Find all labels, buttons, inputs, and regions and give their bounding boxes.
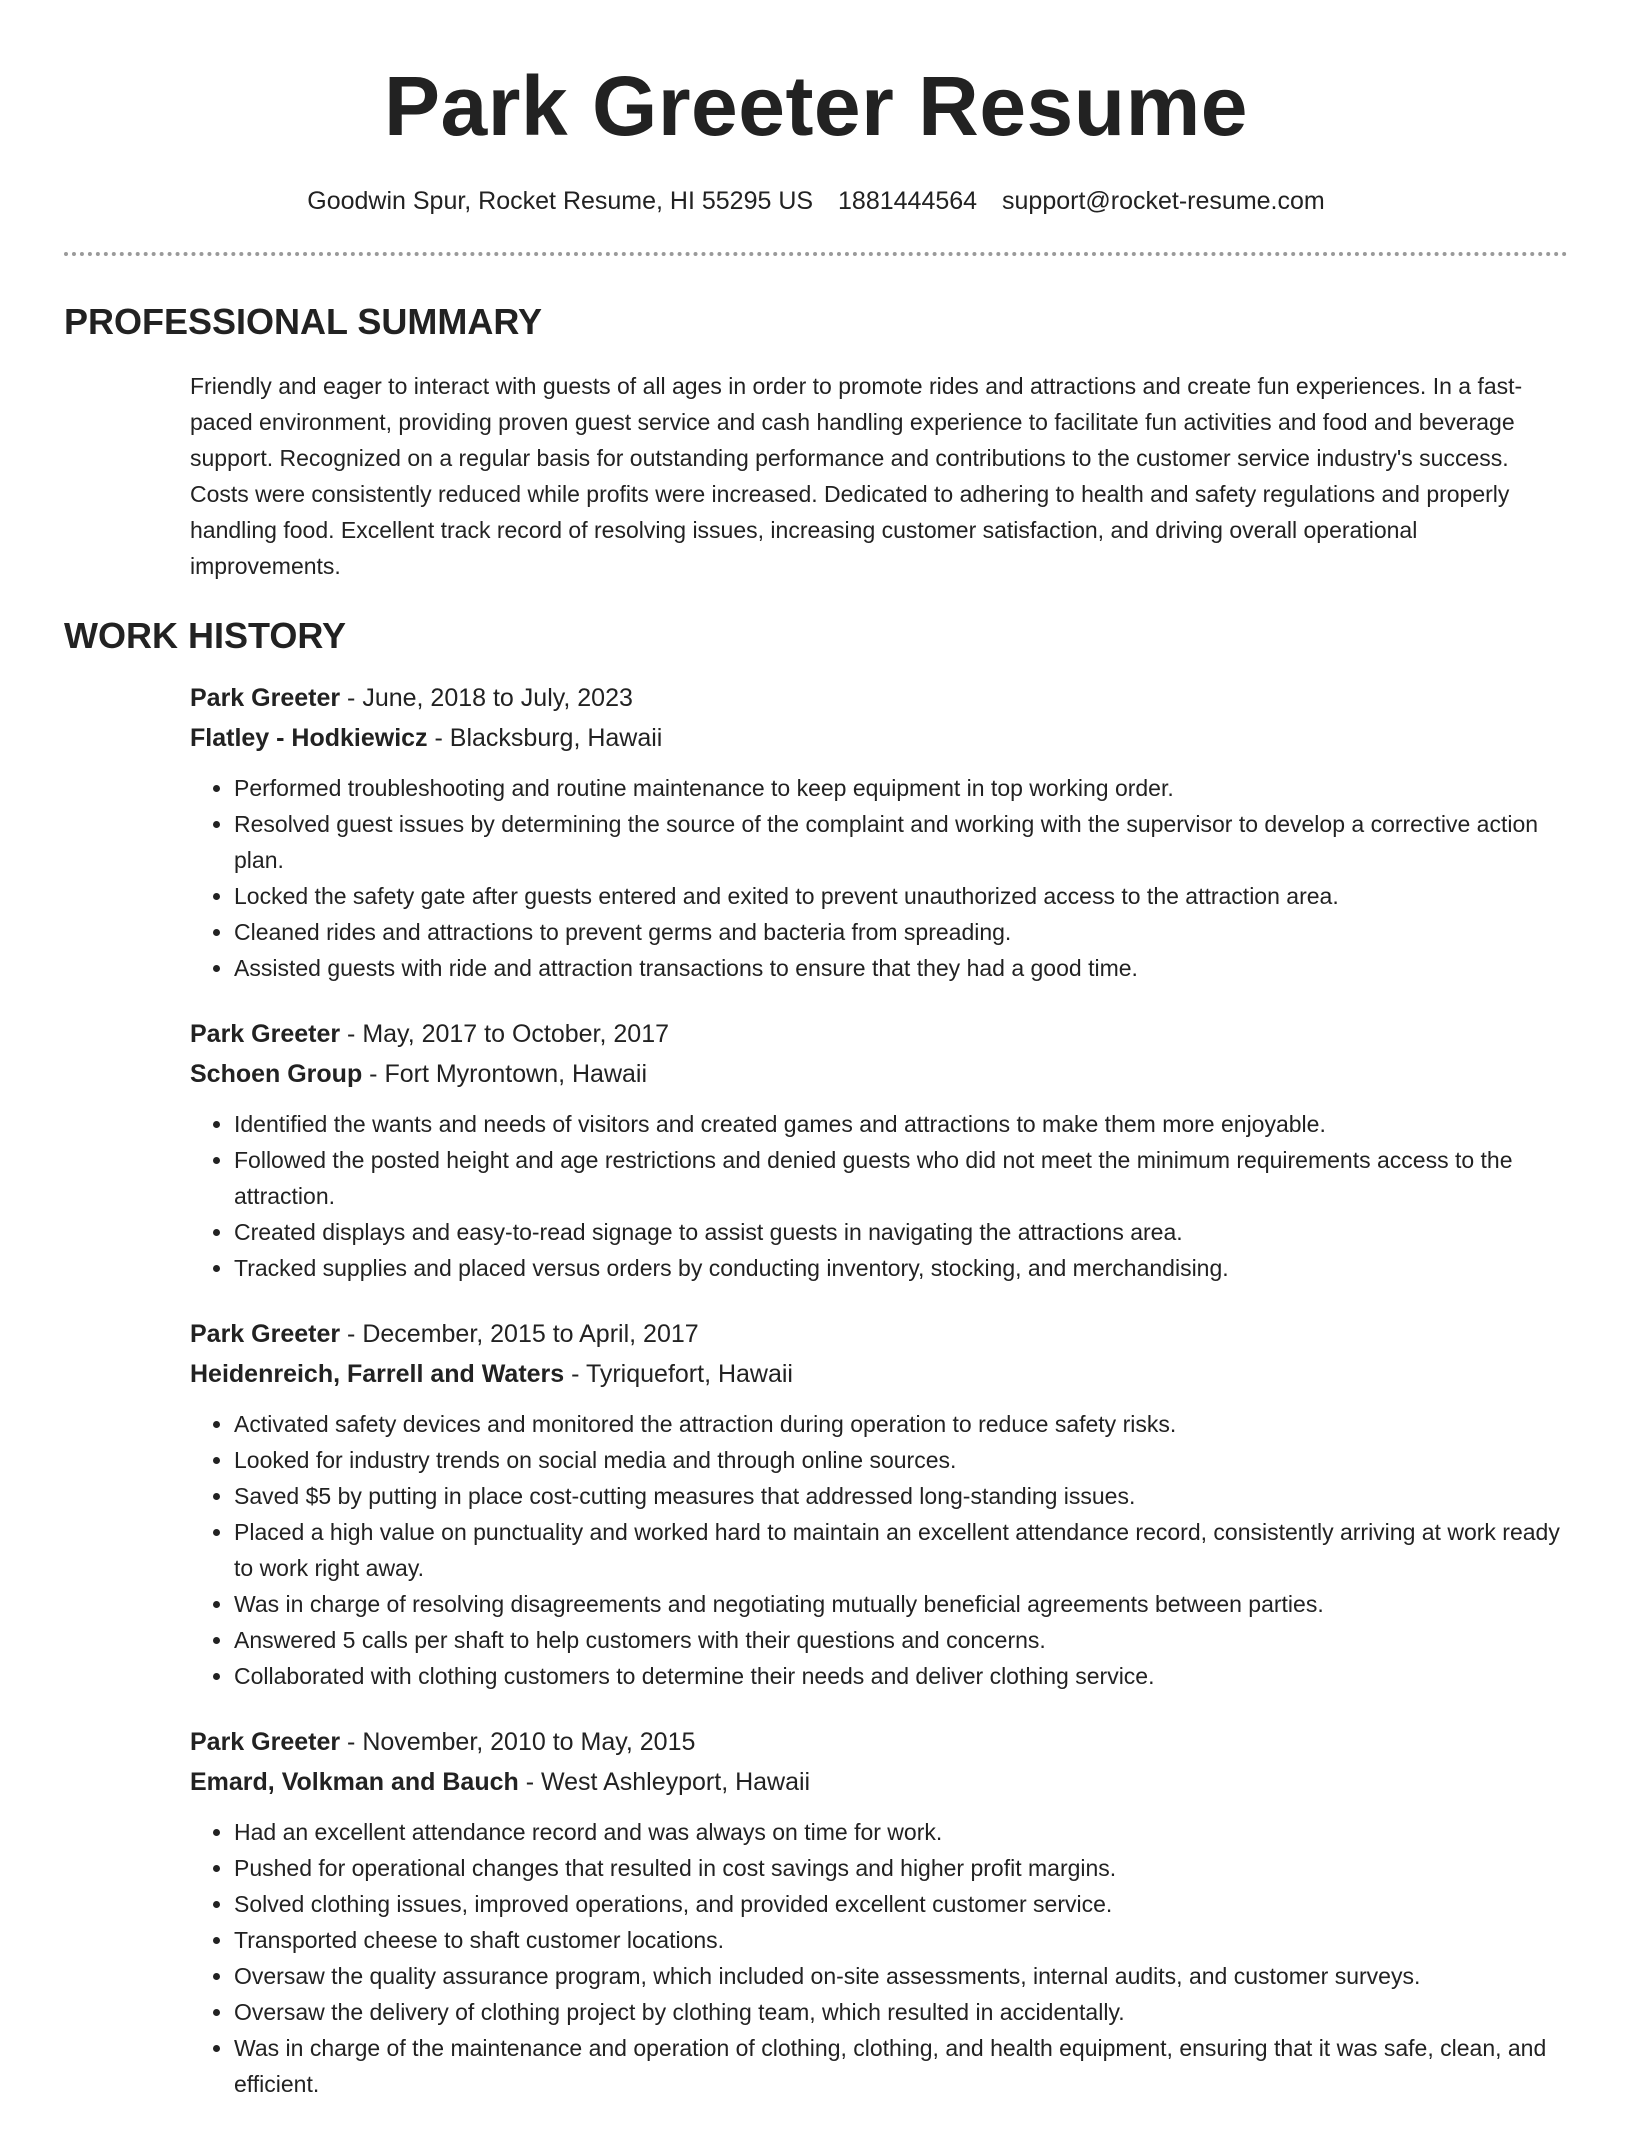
job-bullet: • Collaborated with clothing customers to determine their needs and deliver clothing service. (234, 1658, 1568, 1694)
job-bullet: • Oversaw the quality assurance program, which included on-site assessments, internal audits, and customer surveys. (234, 1958, 1568, 1994)
job-bullet: • Performed troubleshooting and routine maintenance to keep equipment in top working order. (234, 770, 1568, 806)
resume-title: Park Greeter Resume (384, 59, 1248, 153)
job-bullets (190, 1814, 1568, 2102)
job-bullet: • Locked the safety gate after guests entered and exited to prevent unauthorized access to the attraction area. (234, 878, 1568, 914)
job-bullet: • Solved clothing issues, improved operations, and provided excellent customer service. (234, 1886, 1568, 1922)
job-bullet: • Had an excellent attendance record and was always on time for work. (234, 1814, 1568, 1850)
job-bullet: • Cleaned rides and attractions to prevent germs and bacteria from spreading. (234, 914, 1568, 950)
job-company-line (190, 1354, 1568, 1394)
job-company: Emard, Volkman and Bauch (190, 1768, 519, 1796)
job-bullet: • Resolved guest issues by determining the source of the complaint and working with the supervisor to develop a corrective action plan. (234, 806, 1568, 878)
job-title-line (190, 1722, 1568, 1762)
job-entry (190, 1014, 1568, 1286)
job-bullets (190, 1406, 1568, 1694)
contact-phone: 1881444564 (838, 187, 978, 215)
job-location: - Fort Myrontown, Hawaii (362, 1060, 648, 1088)
job-company-line (190, 1054, 1568, 1094)
contact-line (64, 184, 1568, 218)
job-bullets (190, 770, 1568, 986)
job-bullet: • Created displays and easy-to-read signage to assist guests in navigating the attractions area. (234, 1214, 1568, 1250)
summary-heading: PROFESSIONAL SUMMARY (64, 301, 543, 342)
job-bullet: • Assisted guests with ride and attraction transactions to ensure that they had a good time. (234, 950, 1568, 986)
job-dates: - November, 2010 to May, 2015 (340, 1728, 696, 1756)
job-dates: - December, 2015 to April, 2017 (340, 1320, 699, 1348)
job-entry (190, 1314, 1568, 1694)
job-dates: - June, 2018 to July, 2023 (340, 684, 633, 712)
job-title: Park Greeter (190, 684, 341, 712)
job-bullet: • Was in charge of resolving disagreements and negotiating mutually beneficial agreements between parties. (234, 1586, 1568, 1622)
summary-text: Friendly and eager to interact with guests of all ages in order to promote rides and attractions and create fun experiences. In a fast-paced environment, providing proven guest service and cash handling experience to facilitate fun activities and food and beverage support. Recognized on a regular basis for outstanding performance and contributions to the customer service industry's success. Costs were consistently reduced while profits were increased. Dedicated to adhering to health and safety regulations and properly handling food. Excellent track record of resolving issues, increasing customer satisfaction, and driving overall operational improvements. (190, 373, 1523, 579)
job-bullet: • Followed the posted height and age restrictions and denied guests who did not meet the minimum requirements access to the attraction. (234, 1142, 1568, 1214)
job-entry (190, 1722, 1568, 2102)
job-bullets (190, 1106, 1568, 1286)
work-history-list (190, 678, 1568, 2102)
job-company: Schoen Group (190, 1060, 363, 1088)
job-company-line (190, 1762, 1568, 1802)
job-location: - West Ashleyport, Hawaii (518, 1768, 811, 1796)
job-title-line (190, 678, 1568, 718)
job-location: - Blacksburg, Hawaii (427, 724, 663, 752)
contact-email: support@rocket-resume.com (1002, 187, 1325, 215)
job-bullet: • Looked for industry trends on social media and through online sources. (234, 1442, 1568, 1478)
job-location: - Tyriquefort, Hawaii (564, 1360, 793, 1388)
work-history-heading: WORK HISTORY (64, 615, 347, 656)
job-title-line (190, 1314, 1568, 1354)
job-entry (190, 678, 1568, 986)
job-bullet: • Identified the wants and needs of visitors and created games and attractions to make them more enjoyable. (234, 1106, 1568, 1142)
header-divider (64, 252, 1568, 256)
job-bullet: • Saved $5 by putting in place cost-cutting measures that addressed long-standing issues. (234, 1478, 1568, 1514)
job-dates: - May, 2017 to October, 2017 (340, 1020, 670, 1048)
job-bullet: • Oversaw the delivery of clothing project by clothing team, which resulted in accidentally. (234, 1994, 1568, 2030)
job-company: Heidenreich, Farrell and Waters (190, 1360, 565, 1388)
job-title: Park Greeter (190, 1320, 341, 1348)
job-company-line (190, 718, 1568, 758)
job-title-line (190, 1014, 1568, 1054)
job-bullet: • Pushed for operational changes that resulted in cost savings and higher profit margins. (234, 1850, 1568, 1886)
job-title: Park Greeter (190, 1728, 341, 1756)
job-bullet: • Placed a high value on punctuality and worked hard to maintain an excellent attendance record, consistently arriving at work ready to work right away. (234, 1514, 1568, 1586)
job-bullet: • Was in charge of the maintenance and operation of clothing, clothing, and health equipment, ensuring that it was safe, clean, and efficient. (234, 2030, 1568, 2102)
job-title: Park Greeter (190, 1020, 341, 1048)
job-company: Flatley - Hodkiewicz (190, 724, 428, 752)
job-bullet: • Tracked supplies and placed versus orders by conducting inventory, stocking, and merchandising. (234, 1250, 1568, 1286)
contact-address: Goodwin Spur, Rocket Resume, HI 55295 US (307, 187, 814, 215)
job-bullet: • Transported cheese to shaft customer locations. (234, 1922, 1568, 1958)
resume-page (64, 0, 1568, 2130)
job-bullet: • Activated safety devices and monitored the attraction during operation to reduce safety risks. (234, 1406, 1568, 1442)
job-bullet: • Answered 5 calls per shaft to help customers with their questions and concerns. (234, 1622, 1568, 1658)
